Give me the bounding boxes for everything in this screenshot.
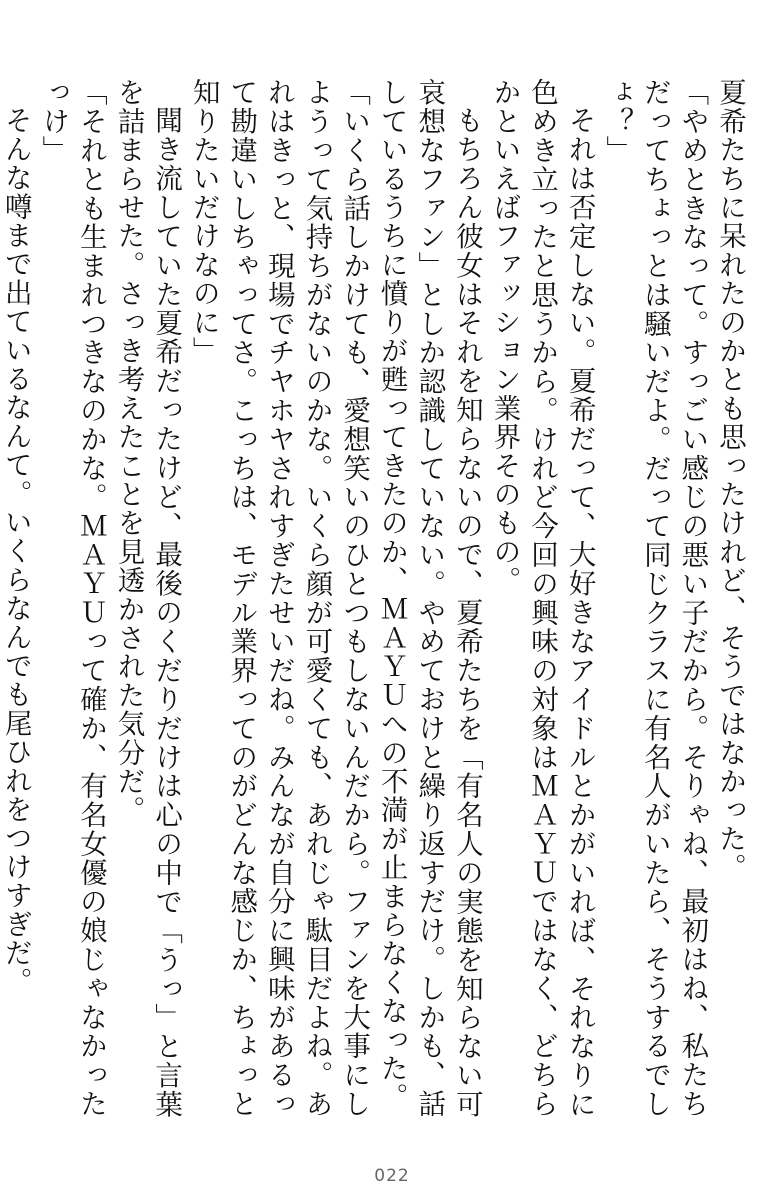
page-number: 022: [374, 1166, 410, 1186]
paragraph-6: 聞き流していた夏希だったけど、最後のくだりだけは心の中で「うっ」と言葉を詰まらせた。さっき考えたことを見透かされた気分だ。: [112, 78, 183, 1118]
paragraph-1: 夏希たちに呆れたのかとも思ったけれど、そうではなかった。: [714, 78, 746, 882]
paragraph-5-dialogue: 「いくら話しかけても、愛想笑いのひとつもしないんだから。ファンを大事にしようって気持ちがないのかな。いくら顔が可愛くても、あれじゃ駄目だよね。あれはきっと、現場でチヤホヤされすぎたせいだね。みんなが自分に興味があるって勘違いしちゃってさ。こっちは、モデル業界ってのがどんな感じか、ちょっと知りたいだけなのに」: [187, 78, 371, 1118]
paragraph-8: そんな噂まで出ているなんて。いくらなんでも尾ひれをつけすぎだ。: [0, 105, 32, 996]
paragraph-3: それは否定しない。夏希だって、大好きなアイドルとかがいれば、それなりに色めき立ったと思うから。けれど今回の興味の対象はＭＡＹＵではなく、どちらかといえばファッション業界そのもの。: [488, 78, 596, 1118]
paragraph-2-dialogue: 「やめときなって。すっごい感じの悪い子だから。そりゃね、最初はね、私たちだってちょっとは騒いだよ。だって同じクラスに有名人がいたら、そうするでしょ？」: [601, 78, 709, 1118]
paragraph-7-dialogue: 「それとも生まれつきなのかな。ＭＡＹＵって確か、有名女優の娘じゃなかったっけ」: [37, 78, 107, 1118]
paragraph-4: もちろん彼女はそれを知らないので、夏希たちを「有名人の実態を知らない可哀想なファン」としか認識していない。やめておけと繰り返すだけ。しかも、話しているうちに憤りが甦ってきたのか、ＭＡＹＵへの不満が止まらなくなった。: [375, 78, 483, 1118]
vertical-text-body: [0, 78, 748, 1118]
